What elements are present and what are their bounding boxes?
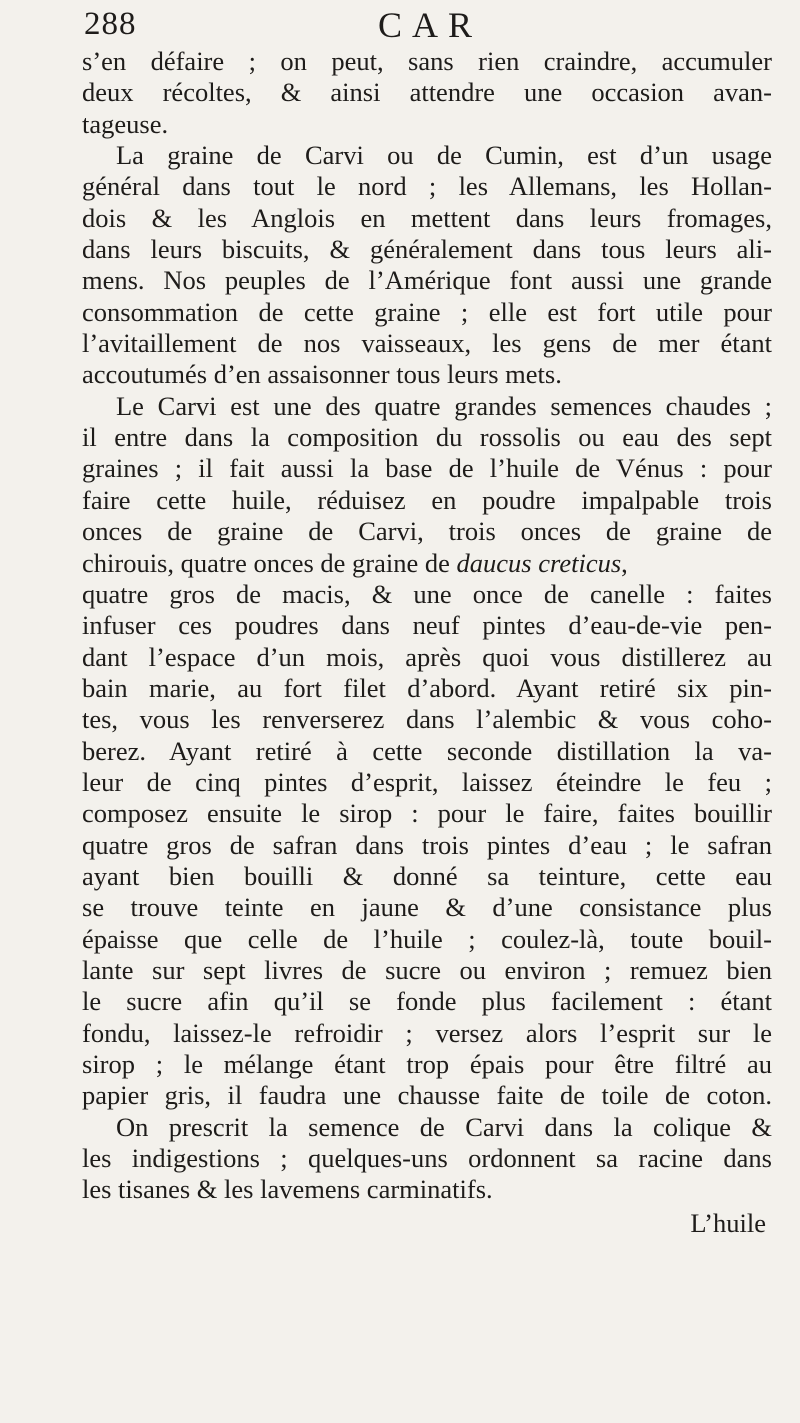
text-line: tageuse. — [82, 108, 169, 139]
text-line: berez. Ayant retiré à cette seconde distillation la va- — [82, 735, 772, 766]
catchword: L’huile — [690, 1207, 766, 1238]
text-line: leur de cinq pintes d’esprit, laissez éteindre le feu ; — [82, 766, 772, 797]
paragraph-2 — [82, 140, 772, 391]
text-line: sirop ; le mélange étant trop épais pour être filtré au — [82, 1049, 772, 1079]
paragraph-4 — [82, 1112, 772, 1206]
italic-trail: , — [621, 547, 628, 578]
text-line: La graine de Carvi ou de Cumin, est d’un usage — [116, 140, 772, 171]
paragraph-3 — [82, 391, 772, 1112]
text-line: accoutumés d’en assaisonner tous leurs mets. — [82, 359, 562, 390]
text-line: mens. Nos peuples de l’Amérique font aussi une grande — [82, 265, 772, 296]
text-line: bain marie, au fort filet d’abord. Ayant retiré six pin- — [82, 672, 772, 703]
text-line: tes, vous les renverserez dans l’alembic & vous coho- — [82, 704, 772, 735]
text-line-start: chirouis, quatre onces de graine de — [82, 547, 457, 578]
text-line: onces de graine de Carvi, trois onces de graine de — [82, 516, 772, 547]
catchword-line — [82, 1208, 772, 1239]
text-line: les tisanes & les lavemens carminatifs. — [82, 1174, 493, 1205]
text-line: se trouve teinte en jaune & d’une consistance plus — [82, 892, 772, 923]
text-line: On prescrit la semence de Carvi dans la colique & — [116, 1111, 772, 1142]
text-line: infuser ces poudres dans neuf pintes d’eau-de-vie pen- — [82, 610, 772, 641]
page-header — [0, 2, 800, 48]
text-line: faire cette huile, réduisez en poudre impalpable trois — [82, 484, 772, 515]
paragraph-1 — [82, 46, 772, 140]
text-line — [82, 548, 772, 579]
body-text — [82, 46, 772, 1239]
italic-term: daucus creticus — [456, 547, 622, 578]
text-line: dant l’espace d’un mois, après quoi vous distillerez au — [82, 641, 772, 672]
text-line: quatre gros de macis, & une once de canelle : faites — [82, 578, 772, 609]
text-line: le sucre afin qu’il se fonde plus facilement : étant — [82, 986, 772, 1017]
text-line: dois & les Anglois en mettent dans leurs fromages, — [82, 202, 772, 233]
text-line: quatre gros de safran dans trois pintes d’eau ; le safran — [82, 829, 772, 860]
text-line: deux récoltes, & ainsi attendre une occasion avan- — [82, 77, 772, 108]
text-line: dans leurs biscuits, & généralement dans tous leurs ali- — [82, 234, 772, 265]
text-line: papier gris, il faudra une chausse faite de toile de coton. — [82, 1080, 772, 1111]
text-line: composez ensuite le sirop : pour le faire, faites bouillir — [82, 798, 772, 829]
text-line: Le Carvi est une des quatre grandes semences chaudes ; — [116, 390, 772, 421]
text-line: général dans tout le nord ; les Allemans, les Hollan- — [82, 171, 772, 202]
text-line: il entre dans la composition du rossolis ou eau des sept — [82, 422, 772, 453]
text-line: graines ; il fait aussi la base de l’huile de Vénus : pour — [82, 453, 772, 484]
running-head: CAR — [378, 5, 483, 45]
text-line: lante sur sept livres de sucre ou environ ; remuez bien — [82, 954, 772, 985]
text-line: consommation de cette graine ; elle est fort utile pour — [82, 296, 772, 327]
page-number: 288 — [84, 6, 137, 42]
text-line: les indigestions ; quelques-uns ordonnent sa racine dans — [82, 1143, 772, 1174]
text-line: s’en défaire ; on peut, sans rien craindre, accumuler — [82, 46, 772, 76]
text-line: épaisse que celle de l’huile ; coulez-là, toute bouil- — [82, 923, 772, 954]
text-line: fondu, laissez-le refroidir ; versez alors l’esprit sur le — [82, 1017, 772, 1048]
text-line: l’avitaillement de nos vaisseaux, les gens de mer étant — [82, 328, 772, 359]
text-line: ayant bien bouilli & donné sa teinture, cette eau — [82, 860, 772, 891]
